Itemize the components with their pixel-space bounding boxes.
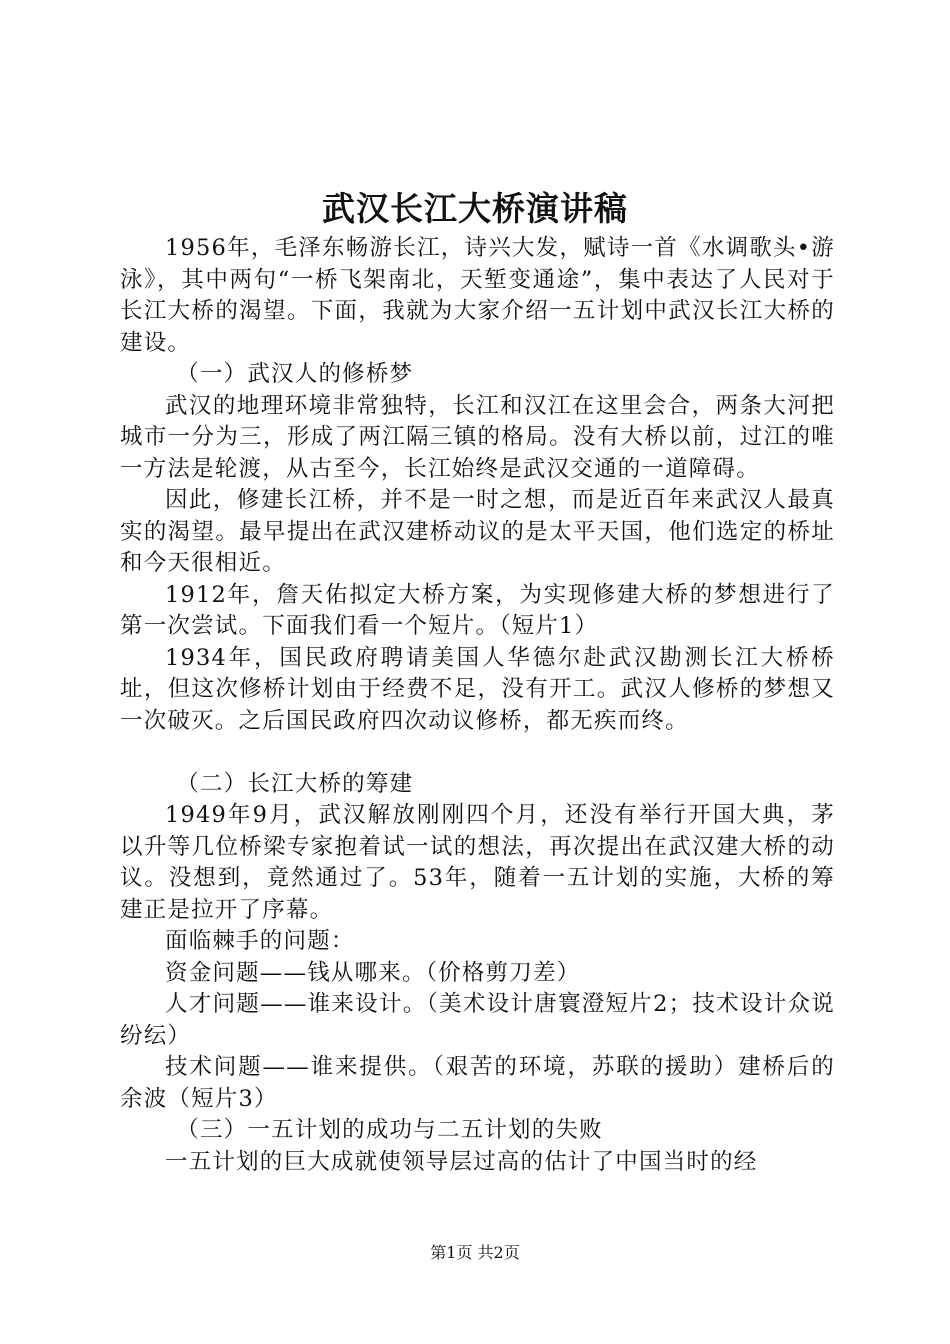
paragraph: 面临棘手的问题： [165,928,355,954]
page-number: 第1页 共2页 [430,1243,520,1262]
paragraph: 1934年，国民政府聘请美国人华德尔赴武汉勘测长江大桥桥址，但这次修桥计划由于经费不足，没有开工。武汉人修桥的梦想又一次破灭。之后国民政府四次动议修桥，都无疾而终。 [120,644,835,734]
paragraph: 武汉的地理环境非常独特，长江和汉江在这里会合，两条大河把城市一分为三，形成了两江隔三镇的格局。没有大桥以前，过江的唯一方法是轮渡，从古至今，长江始终是武汉交通的一道障碍。 [120,392,835,482]
blank-line [120,737,835,769]
section-heading: （二）长江大桥的筹建 [176,770,414,797]
paragraph: 技术问题——谁来提供。（艰苦的环境，苏联的援助）建桥后的余波（短片3） [120,1054,835,1112]
paragraph: 因此，修建长江桥，并不是一时之想，而是近百年来武汉人最真实的渴望。最早提出在武汉建桥动议的是太平天国，他们选定的桥址和今天很相近。 [120,487,835,576]
paragraph: 资金问题——钱从哪来。（价格剪刀差） [165,959,581,986]
section-heading: （一）武汉人的修桥梦 [176,361,414,387]
paragraph: 1912年，詹天佑拟定大桥方案，为实现修建大桥的梦想进行了第一次尝试。下面我们看一个短片。（短片1） [120,581,835,639]
paragraph: 人才问题——谁来设计。（美术设计唐寰澄短片2；技术设计众说纷纭） [120,991,835,1049]
document-body [120,233,835,1178]
paragraph: 1949年9月，武汉解放刚刚四个月，还没有举行开国大典，茅以升等几位桥梁专家抱着试一试的想法，再次提出在武汉建大桥的动议。没想到，竟然通过了。53年，随着一五计划的实施，大桥的筹建正是拉开了序幕。 [120,802,835,923]
paragraph: 1956年，毛泽东畅游长江，诗兴大发，赋诗一首《水调歌头•游泳》，其中两句“一桥飞架南北，天堑变通途”，集中表达了人民对于长江大桥的渴望。下面，我就为大家介绍一五计划中武汉长江大桥的建设。 [120,235,835,356]
paragraph: 一五计划的巨大成就使领导层过高的估计了中国当时的经 [165,1148,758,1175]
section-heading: （三）一五计划的成功与二五计划的失败 [176,1117,603,1143]
document-title: 武汉长江大桥演讲稿 [322,189,628,228]
